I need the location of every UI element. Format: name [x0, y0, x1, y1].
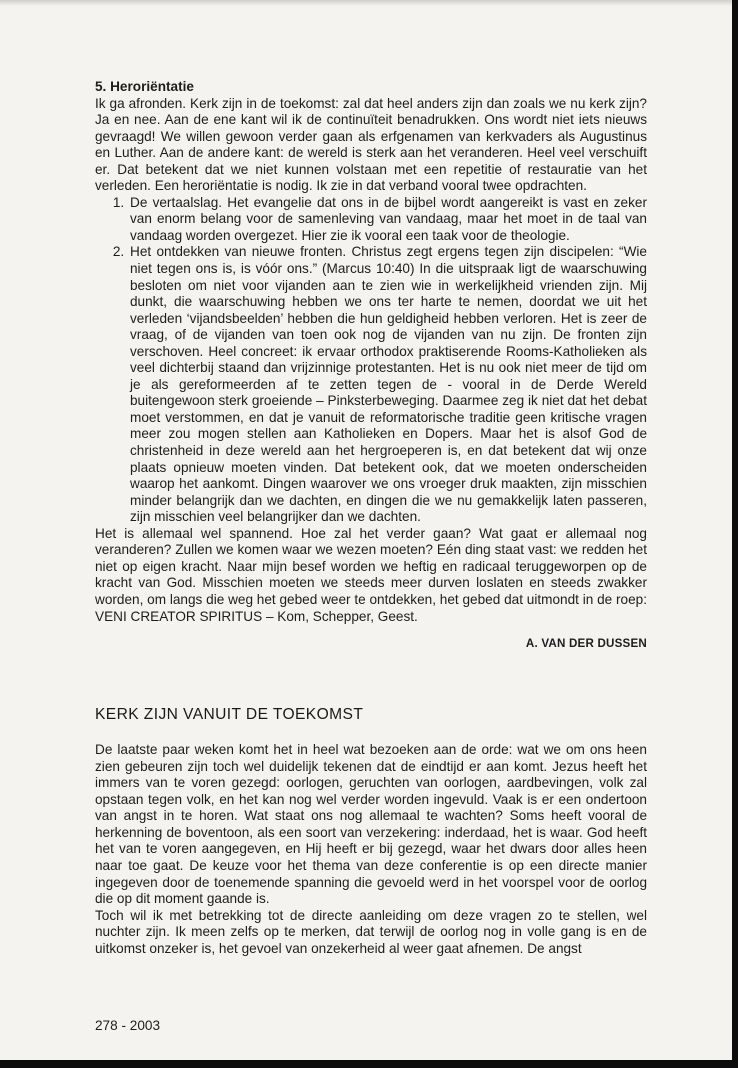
body-paragraph: Toch wil ik met betrekking tot de directe aanleiding om deze vragen zo te stellen, wel nuchter zijn. Ik meen zelfs op te merken, dat terwijl de oorlog nog in volle gang is en de uitkomst onzeker is, het gevoel van onzekerheid al weer gaat afnemen. De angst — [95, 907, 647, 956]
intro-paragraph: Ik ga afronden. Kerk zijn in de toekomst: zal dat heel anders zijn dan zoals we nu kerk zijn? Ja en nee. Aan de ene kant wil ik de continuïteit benadrukken. Ons wordt niet iets nieuws gevraagd! We willen gewoon verder gaan als erfgenamen van kerkvaders als Augustinus en Luther. Aan de andere kant: de wereld is sterk aan het veranderen. Heel veel verschuift er. Dat betekent dat we niet kunnen volstaan met een repetitie of restauratie van het verleden. Een heroriëntatie is nodig. Ik zie in dat verband vooral twee opdrachten. — [95, 95, 647, 194]
list-item: 1. De vertaalslag. Het evangelie dat ons in de bijbel wordt aangereikt is vast en zeker van enorm belang voor de samenleving van vandaag, maar het moet in de taal van vandaag worden overgezet. Hier zie ik vooral een taak voor de theologie. — [128, 195, 647, 245]
numbered-list — [95, 195, 647, 526]
section-heading: 5. Heroriëntatie — [95, 79, 194, 94]
body-paragraph: De laatste paar weken komt het in heel wat bezoeken aan de orde: wat we om ons heen zien gebeuren zijn toch wel duidelijk tekenen dat de eindtijd er aan komt. Jezus heeft het immers van te voren gezegd: oorlogen, geruchten van oorlogen, aardbevingen, volk zal opstaan tegen volk, en het kan nog wel verder worden ingevuld. Vaak is er een ondertoon van angst in te horen. Wat staat ons nog allemaal te wachten? Soms heeft vooral de herkenning de boventoon, als een soort van verzekering: inderdaad, het is waar. God heeft het van te voren aangegeven, en Hij heeft er bij gezegd, waar het dwars door alles heen naar toe gaat. De keuze voor het thema van deze conferentie is op een directe manier ingegeven door de toenemende spanning die gevoeld werd in het voorspel voor de oorlog die op dit moment gaande is. — [95, 742, 647, 907]
scan-edge-shadow — [0, 0, 732, 6]
page-number: 278 - 2003 — [95, 1018, 161, 1033]
section-title: KERK ZIJN VANUIT DE TOEKOMST — [95, 705, 364, 723]
closing-paragraph: Het is allemaal wel spannend. Hoe zal het verder gaan? Wat gaat er allemaal nog veranderen? Zullen we komen waar we wezen moeten? Eén ding staat vast: we redden het niet op eigen kracht. Naar mijn besef worden we heftig en radicaal teruggeworpen op de kracht van God. Misschien moeten we steeds meer durven loslaten en steeds zwakker worden, om langs die weg het gebed weer te ontdekken, het gebed dat uitmondt in de roep: VENI CREATOR SPIRITUS – Kom, Schepper, Geest. — [95, 525, 647, 624]
list-item: 2. Het ontdekken van nieuwe fronten. Christus zegt ergens tegen zijn discipelen: “Wie niet tegen ons is, is vóór ons.” (Marcus 10:40) In die uitspraak ligt de waarschuwing besloten om niet voor vijanden aan te zien wie in werkelijkheid vrienden zijn. Mij dunkt, die waarschuwing hebben we ons ter harte te nemen, doordat we uit het verleden ‘vijandsbeelden’ hebben die hun geldigheid hebben verloren. Het is zeer de vraag, of de vijanden van toen ook nog de vijanden van nu zijn. De fronten zijn verschoven. Heel concreet: ik ervaar orthodox praktiserende Rooms-Katholieken als veel dichterbij staand dan vrijzinnige protestanten. Het is nu ook niet meer de tijd om je als gereformeerden af te zetten tegen de - vooral in de Derde Wereld buitengewoon sterk groeiende – Pinksterbeweging. Daarmee zeg ik niet dat het debat moet verstommen, en dat je vanuit de reformatorische traditie geen kritische vragen meer zou mogen stellen aan Katholieken en Dopers. Maar het is alsof God de christenheid in deze wereld aan het hergroeperen is, en dat betekent dat wij onze plaats opnieuw moeten vinden. Dat betekent ook, dat we moeten onderscheiden waarop het aankomt. Dingen waarover we ons vroeger druk maakten, zijn misschien minder belangrijk dan we dachten, en dingen die we nu gemakkelijk laten passeren, zijn misschien veel belangrijker dan we dachten. — [128, 244, 647, 525]
article-content — [95, 79, 647, 957]
author-signature: A. VAN DER DUSSEN — [525, 637, 647, 651]
